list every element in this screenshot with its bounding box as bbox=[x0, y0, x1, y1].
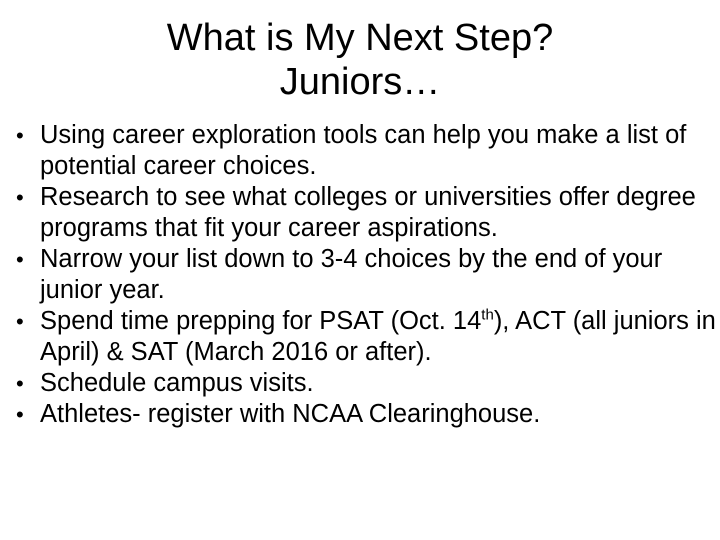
bullet-item bbox=[16, 306, 716, 368]
bullet-item bbox=[16, 182, 716, 244]
bullet-text-before: Spend time prepping for PSAT (Oct. 14 bbox=[40, 307, 482, 335]
bullet-text: Narrow your list down to 3-4 choices by the end of your junior year. bbox=[40, 245, 663, 304]
bullet-item bbox=[16, 399, 716, 430]
bullet-text: Using career exploration tools can help you make a list of potential career choices. bbox=[40, 121, 687, 180]
slide-title-line-2: Juniors… bbox=[279, 61, 441, 103]
bullet-icon: • bbox=[16, 123, 24, 148]
bullet-icon: • bbox=[16, 309, 24, 334]
bullet-text-after: ), ACT (all juniors in April) & SAT (March 2016 or after). bbox=[40, 307, 716, 366]
bullet-icon: • bbox=[16, 371, 24, 396]
slide-title-line-1: What is My Next Step? bbox=[166, 17, 554, 59]
bullet-text: Schedule campus visits. bbox=[40, 369, 314, 397]
bullet-text: Athletes- register with NCAA Clearinghouse. bbox=[40, 400, 541, 428]
bullet-item bbox=[16, 244, 716, 306]
bullet-item bbox=[16, 120, 716, 182]
bullet-icon: • bbox=[16, 185, 24, 210]
bullet-item bbox=[16, 368, 716, 399]
bullet-icon: • bbox=[16, 402, 24, 427]
ordinal-superscript: th bbox=[481, 306, 494, 324]
slide-title bbox=[0, 16, 720, 104]
bullet-list bbox=[16, 120, 716, 430]
bullet-text: Research to see what colleges or universities offer degree programs that fit your career aspirations. bbox=[40, 183, 696, 242]
bullet-icon: • bbox=[16, 247, 24, 272]
